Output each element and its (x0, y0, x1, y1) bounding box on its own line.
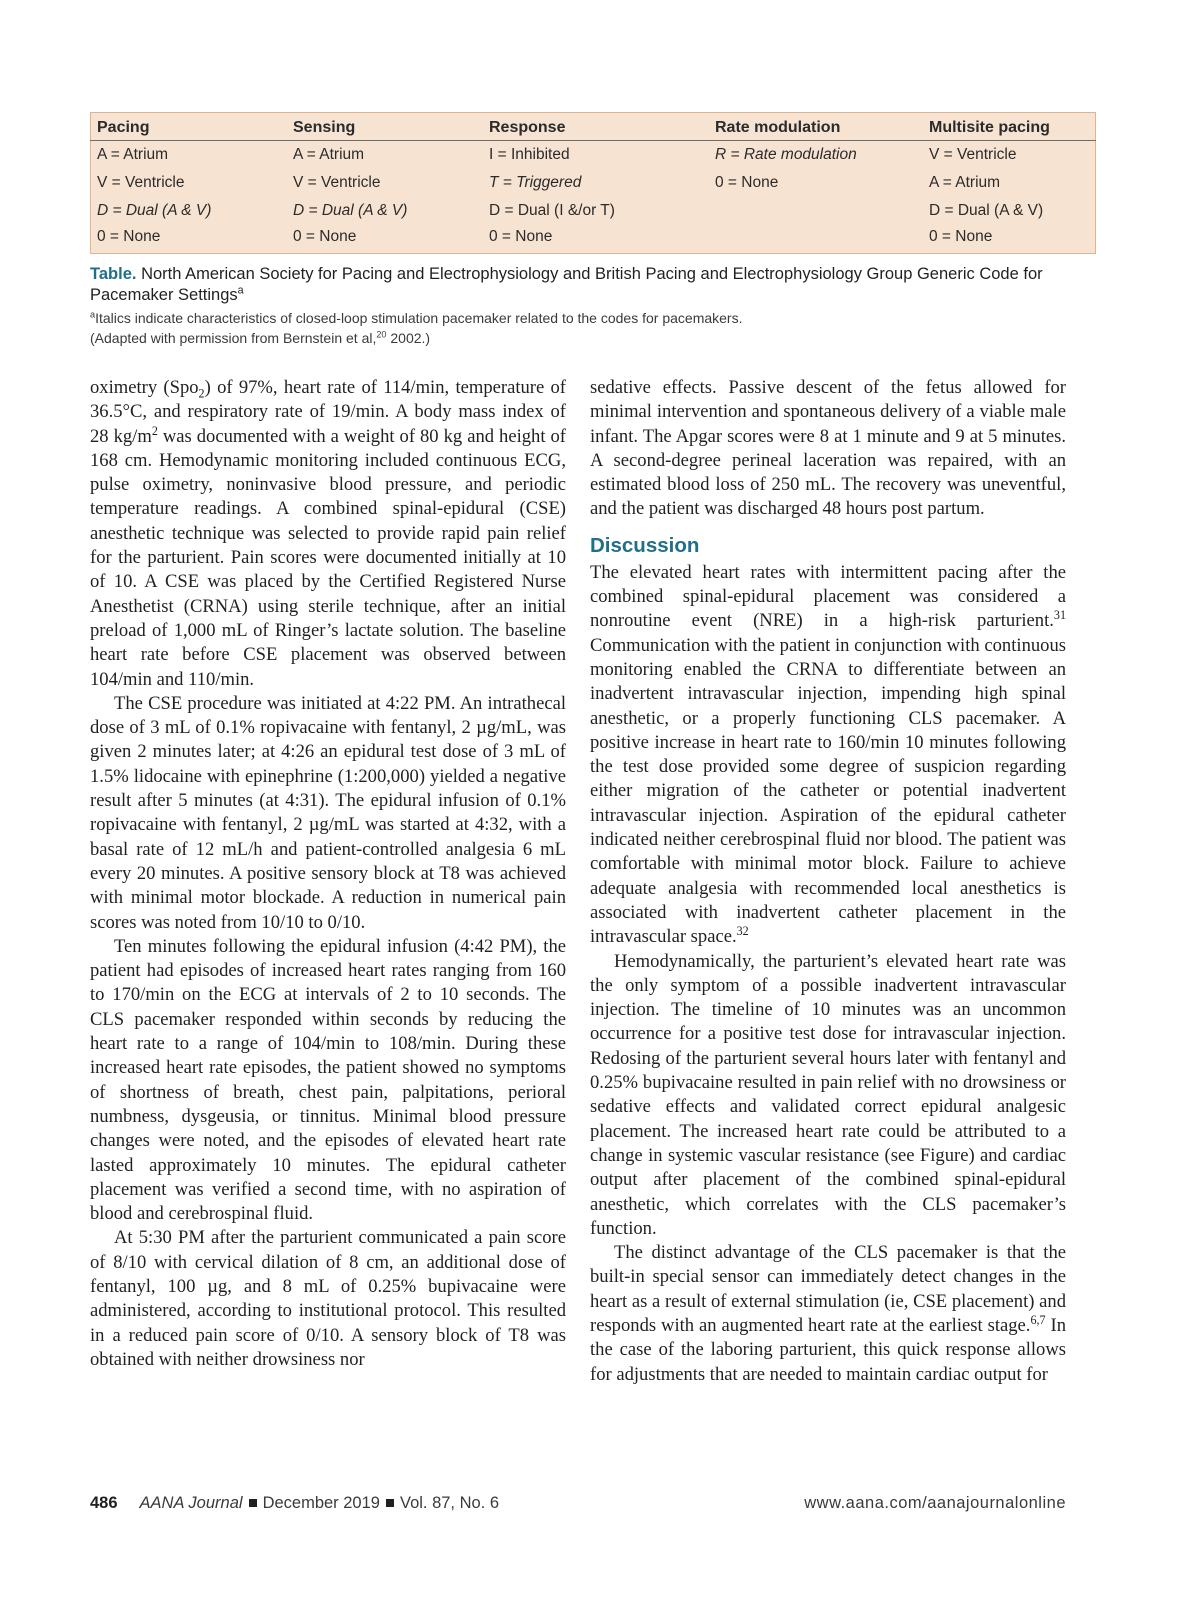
paragraph (590, 1241, 1066, 1387)
table-cell: A = Atrium (929, 174, 1001, 191)
right-column (590, 376, 1066, 1387)
volume-issue: Vol. 87, No. 6 (399, 1494, 500, 1512)
subscript: 2 (198, 386, 205, 401)
issue-date: December 2019 (262, 1494, 380, 1512)
paragraph: Ten minutes following the epidural infusion (4:42 PM), the patient had episodes of increased heart rates ranging from 160 to 170/min on the ECG at intervals of 2 to 10 seconds. The CLS pacemaker responded within seconds by reducing the heart rate to a range of 104/min to 108/min. During these increased heart rate episodes, the patient showed no symptoms of shortness of breath, chest pain, palpitations, perioral numbness, dysgeusia, or tinnitus. Minimal blood pressure changes were noted, and the episodes of elevated heart rate lasted approximately 10 minutes. The epidural catheter placement was verified a second time, with no aspiration of blood and cerebrospinal fluid. (90, 935, 566, 1225)
table-cell: 0 = None (293, 228, 357, 245)
journal-name: AANA Journal (139, 1494, 243, 1512)
table-cell: 0 = None (489, 228, 553, 245)
left-column (90, 376, 566, 1372)
table-caption (90, 264, 1100, 348)
page-number: 486 (90, 1494, 118, 1512)
table-cell (709, 197, 923, 225)
table-row (91, 197, 1096, 225)
caption-title-line (90, 264, 1100, 306)
text-run: Communication with the patient in conjunction with continuous monitoring enabled the CRNA to differentiate between an inadvertent intravascular injection, impending high spinal anesthetic, or a properly functioning CLS pacemaker. A positive increase in heart rate to 160/min 10 minutes following the test dose provided some degree of suspicion regarding either migration of the catheter or potential inadvertent intravascular injection. Aspiration of the epidural catheter indicated neither cerebrospinal fluid nor blood. The patient was comfortable with minimal motor block. Failure to achieve adequate analgesia with recommended local anesthetics is associated with inadvertent catheter placement in the intravascular space. (590, 634, 1066, 948)
separator-square-icon (249, 1499, 257, 1507)
paragraph: sedative effects. Passive descent of the fetus allowed for minimal intervention and spontaneous delivery of a viable male infant. The Apgar scores were 8 at 1 minute and 9 at 5 minutes. A second-degree perineal laceration was repaired, with an estimated blood loss of 250 mL. The recovery was uneventful, and the patient was discharged 48 hours post partum. (590, 377, 1066, 520)
footnote-text: Italics indicate characteristics of closed-loop stimulation pacemaker related to the codes for pacemakers. (95, 310, 743, 326)
paragraph (590, 561, 1066, 950)
caption-label: Table. (90, 265, 137, 283)
paragraph: At 5:30 PM after the parturient communicated a pain score of 8/10 with cervical dilation of 8 cm, an additional dose of fentanyl, 100 µg, and 8 mL of 0.25% bupivacaine were administered, according to institutional protocol. This resulted in a reduced pain score of 0/10. A sensory block of T8 was obtained with neither drowsiness nor (90, 1227, 566, 1370)
table-cell: I = Inhibited (489, 146, 570, 163)
table-cell: D = Dual (I &/or T) (489, 202, 615, 219)
table-cell: T = Triggered (489, 174, 582, 191)
table-row (91, 225, 1096, 254)
adapted-reference: 20 (376, 329, 387, 340)
table-cell: R = Rate modulation (715, 146, 857, 163)
table-cell: 0 = None (715, 174, 779, 191)
paragraph: Hemodynamically, the parturient’s elevated heart rate was the only symptom of a possible inadvertent intravascular injection. The timeline of 10 minutes was an uncommon occurrence for a positive test dose for intravascular injection. Redosing of the parturient several hours later with fentanyl and 0.25% bupivacaine resulted in pain relief with no drowsiness or sedative effects and validated correct epidural analgesic placement. The increased heart rate could be attributed to a change in systemic vascular resistance (see Figure) and cardiac output after placement of the combined spinal-epidural anesthetic, which correlates with the CLS pacemaker’s function. (590, 950, 1066, 1239)
table-cell: V = Ventricle (929, 146, 1017, 163)
table-row (91, 141, 1096, 170)
table-row (91, 169, 1096, 197)
text-run: ) of 97%, heart rate of 114/min, temperature of 36.5°C, and respiratory rate of 19/min. A body mass index of 28 kg/m (90, 377, 567, 447)
caption-title: North American Society for Pacing and Electrophysiology and British Pacing and Electrophysiology Group Generic Code for Pacemaker Settings (90, 265, 1043, 304)
column-header-response: Response (483, 113, 709, 141)
adapted-text-end: 2002.) (386, 330, 431, 346)
text-run: The elevated heart rates with intermittent pacing after the combined spinal-epidural placement was considered a nonroutine event (NRE) in a high-risk parturient. (590, 561, 1066, 632)
table-cell: V = Ventricle (97, 174, 185, 191)
paragraph (90, 376, 566, 692)
text-run: The distinct advantage of the CLS pacemaker is that the built-in special sensor can immediately detect changes in the heart as a result of external stimulation (ie, CSE placement) and responds with an augmented heart rate at the earliest stage. (590, 1242, 1066, 1336)
table-cell: V = Ventricle (293, 174, 381, 191)
reference-superscript: 32 (736, 924, 749, 939)
table-cell (709, 225, 923, 254)
table-header-row (91, 113, 1096, 141)
column-header-pacing: Pacing (91, 113, 288, 141)
table-body (91, 141, 1096, 254)
caption-title-superscript: a (237, 284, 244, 297)
section-heading-discussion: Discussion (590, 533, 700, 557)
paragraph: The CSE procedure was initiated at 4:22 PM. An intrathecal dose of 3 mL of 0.1% ropivacaine with fentanyl, 2 µg/mL, was given 2 minutes later; at 4:26 an epidural test dose of 3 mL of 1.5% lidocaine with epinephrine (1:200,000) yielded a negative result after 5 minutes (at 4:31). The epidural infusion of 0.1% ropivacaine with fentanyl, 2 µg/mL was started at 4:32, with a basal rate of 12 mL/h and patient-controlled analgesia 6 mL every 20 minutes. A positive sensory block at T8 was achieved with minimal motor blockade. A reduction in numerical pain scores was noted from 10/10 to 0/10. (90, 692, 566, 933)
reference-superscript: 31 (1053, 608, 1066, 623)
superscript: 2 (151, 423, 158, 438)
table-cell: D = Dual (A & V) (929, 202, 1044, 219)
text-run: was documented with a weight of 80 kg and height of 168 cm. Hemodynamic monitoring included continuous ECG, pulse oximetry, noninvasive blood pressure, and periodic temperature readings. A combined spinal-epidural (CSE) anesthetic technique was selected to provide rapid pain relief for the parturient. Pain scores were documented initially at 10 of 10. A CSE was placed by the Certified Registered Nurse Anesthetist (CRNA) using sterile technique, after an initial preload of 1,000 mL of Ringer’s lactate solution. The baseline heart rate before CSE placement was observed between 104/min and 110/min. (90, 425, 566, 690)
table-cell: D = Dual (A & V) (97, 202, 212, 219)
column-header-rate-modulation: Rate modulation (709, 113, 923, 141)
adapted-text-start: (Adapted with permission from Bernstein et al, (90, 330, 377, 346)
table-cell: 0 = None (97, 228, 161, 245)
separator-square-icon (386, 1499, 394, 1507)
table-cell: 0 = None (929, 228, 993, 245)
column-header-sensing: Sensing (287, 113, 483, 141)
page-footer (90, 1494, 1066, 1513)
reference-superscript: 6,7 (1030, 1312, 1046, 1327)
journal-url[interactable]: www.aana.com/aanajournalonline (804, 1494, 1066, 1512)
footnote-mark: a (90, 309, 96, 320)
pacemaker-code-table-container (90, 112, 1096, 254)
text-run: oximetry (Spo (90, 377, 199, 398)
column-header-multisite-pacing: Multisite pacing (923, 113, 1096, 141)
pacemaker-code-table (90, 112, 1096, 254)
table-cell: A = Atrium (97, 146, 169, 163)
table-cell: A = Atrium (293, 146, 365, 163)
table-cell: D = Dual (A & V) (293, 202, 408, 219)
caption-footnote (90, 308, 1100, 348)
text-run: In the case of the laboring parturient, this quick response allows for adjustments that are needed to maintain cardiac output for (590, 1314, 1066, 1385)
